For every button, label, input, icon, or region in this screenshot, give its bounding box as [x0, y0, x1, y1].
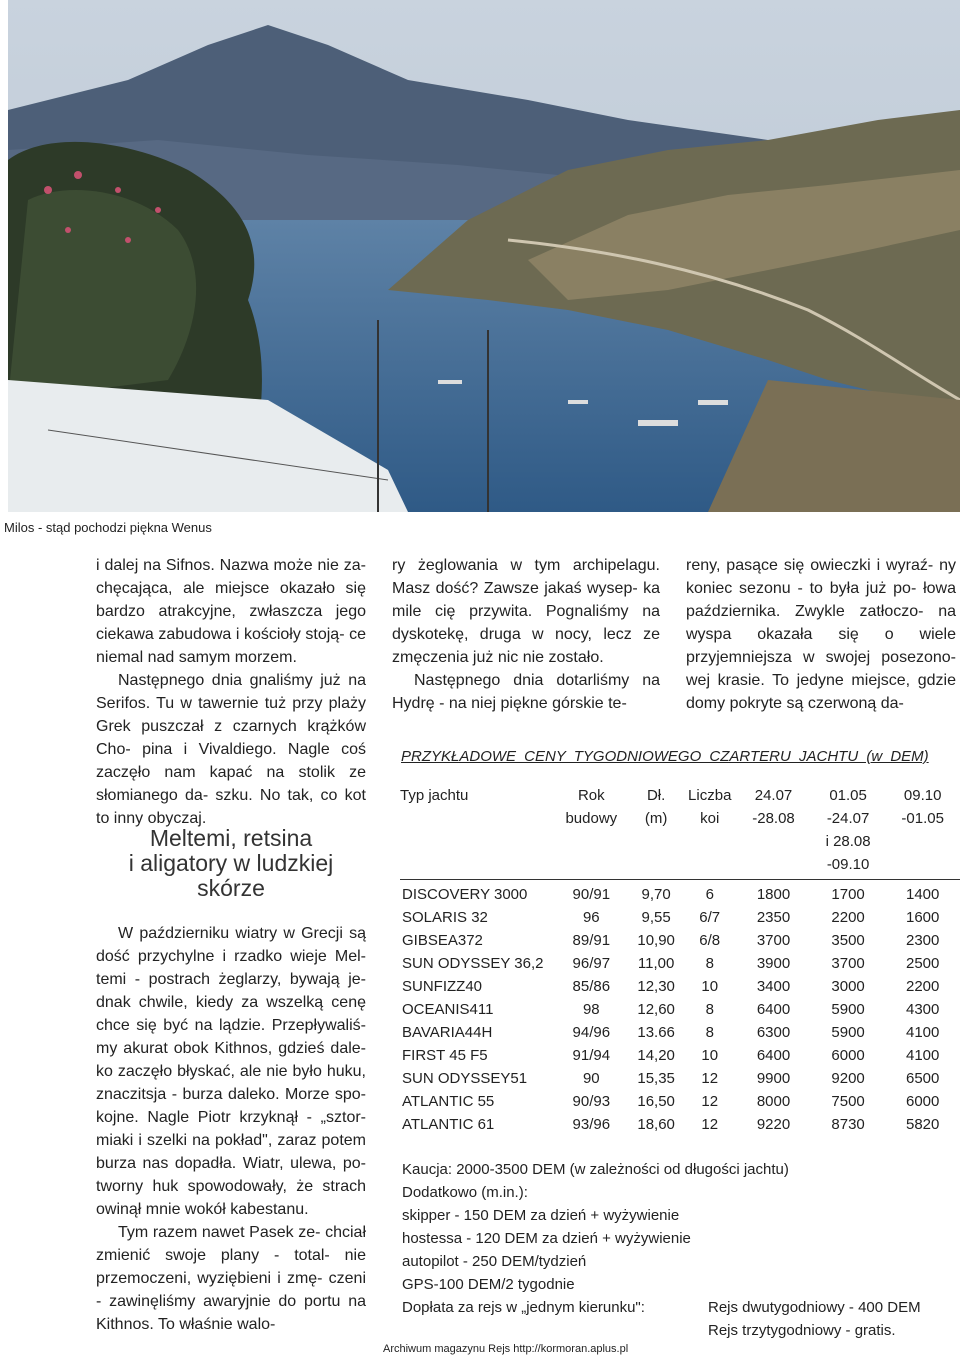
text-line: reny, pasące się owieczki i wyraź-: [686, 557, 934, 574]
table-cell: 1800: [756, 886, 791, 903]
heading-line: skórze: [197, 875, 265, 901]
note-line: hostessa - 120 DEM za dzień + wyżywienie: [402, 1230, 691, 1247]
header-cell: [885, 856, 960, 880]
table-cell: 12: [701, 1093, 719, 1110]
text-line: dość przychylne i rzadko wieje Mel-: [96, 948, 366, 965]
text-line: nam kapać na stolik ze słomianego da-: [96, 764, 366, 804]
table-cell: 85/86: [572, 978, 611, 995]
table-cell: 90: [582, 1070, 600, 1087]
paragraph: [96, 1221, 366, 1336]
table-cell: 9200: [831, 1070, 865, 1087]
text-line: Hydrę - na niej piękne górskie te-: [392, 695, 627, 712]
table-header-row: [400, 787, 960, 810]
table-cell: 1700: [831, 886, 865, 903]
header-cell: (m): [644, 810, 668, 827]
heading-line: i aligatory w ludzkiej: [128, 850, 334, 876]
price-notes: [402, 1158, 921, 1342]
table-cell: 6400: [756, 1047, 791, 1064]
table-cell: 8730: [831, 1116, 865, 1133]
table-cell: 5900: [831, 1024, 865, 1041]
note-line: Dodatkowo (m.in.):: [402, 1184, 528, 1201]
text-line: temi - postrach żeglarzy, bywają je-: [96, 971, 366, 988]
header-cell: koi: [700, 810, 720, 827]
table-cell: SOLARIS 32: [402, 909, 488, 926]
table-cell: 1600: [906, 909, 940, 926]
table-cell: ATLANTIC 55: [402, 1093, 495, 1110]
table-cell: 10: [701, 1047, 719, 1064]
text-line: portu na Kithnos. To właśnie walo-: [96, 1293, 367, 1333]
spacer: [402, 1319, 708, 1342]
table-cell: BAVARIA44H: [402, 1024, 493, 1041]
header-cell: [400, 810, 554, 833]
article-column-2: [392, 554, 660, 715]
text-line: na wyspa okazała się o wiele: [686, 603, 957, 643]
header-cell: [683, 833, 736, 856]
paragraph: [686, 554, 956, 715]
header-cell: 01.05: [829, 787, 867, 804]
table-cell: 6: [705, 886, 714, 903]
header-cell: 09.10: [903, 787, 942, 804]
text-line: łowa października. Zwykle zatłoczo-: [686, 580, 956, 620]
table-cell: 16,50: [637, 1093, 675, 1110]
text-line: miaki i szelki na pokład", zaraz potem: [96, 1132, 366, 1149]
text-line: szku. No tak, co kot to inny obyczaj.: [96, 787, 366, 827]
table-cell: 9900: [756, 1070, 791, 1087]
table-cell: 18,60: [637, 1116, 675, 1133]
table-cell: 2350: [756, 909, 791, 926]
table-cell: 3500: [831, 932, 865, 949]
table-cell: 4100: [906, 1047, 940, 1064]
bay-photo: [8, 0, 960, 512]
text-line: ciekawa zabudowa i kościoły stoją-: [96, 626, 345, 643]
table-cell: 10,90: [637, 932, 675, 949]
oneway-label: Dopłata za rejs w „jednym kierunku":: [402, 1299, 645, 1316]
table-cell: 6500: [906, 1070, 940, 1087]
table-row: [400, 978, 960, 1001]
table-cell: 8: [705, 955, 714, 972]
text-line: ry żeglowania w tym archipelagu.: [392, 557, 660, 574]
text-line: burza nas dopadła. Wiatr, ulewa, po-: [96, 1155, 366, 1172]
text-line: W październiku wiatry w Grecji są: [118, 925, 366, 942]
table-cell: 89/91: [572, 932, 611, 949]
text-line: owinął mnie wokół kabestanu.: [96, 1201, 309, 1218]
table-cell: 12,30: [637, 978, 675, 995]
table-cell: 4100: [906, 1024, 940, 1041]
text-line: Tym razem nawet Pasek ze-: [118, 1224, 321, 1241]
header-cell: 24.07: [754, 787, 793, 804]
table-cell: 2300: [906, 932, 940, 949]
table-cell: 1400: [906, 886, 940, 903]
header-cell: [885, 833, 960, 856]
table-cell: 10: [701, 978, 719, 995]
table-row: [400, 909, 960, 932]
article-column-3: [686, 554, 956, 715]
table-cell: 93/96: [572, 1116, 611, 1133]
table-cell: 12,60: [637, 1001, 675, 1018]
table-cell: 8000: [756, 1093, 791, 1110]
header-cell: [400, 856, 554, 880]
table-header-row: [400, 833, 960, 856]
table-cell: 6000: [831, 1047, 865, 1064]
table-cell: 2200: [906, 978, 940, 995]
header-cell: Rok: [577, 787, 605, 804]
table-row: [400, 1024, 960, 1047]
note-line: GPS-100 DEM/2 tygodnie: [402, 1276, 575, 1293]
table-cell: 6400: [756, 1001, 791, 1018]
text-line: bardzo atrakcyjne, zwłaszcza jego: [96, 603, 366, 620]
text-line: Serifos. Tu w tawernie tuż przy plaży: [96, 695, 366, 712]
header-cell: [736, 856, 811, 880]
text-line: Następnego dnia dotarliśmy na: [414, 672, 660, 689]
text-line: dnak chwile, kiedy za wszelką cenę: [96, 994, 366, 1011]
table-cell: 98: [582, 1001, 600, 1018]
table-cell: 12: [701, 1070, 719, 1087]
table-cell: SUN ODYSSEY 36,2: [402, 955, 544, 972]
table-cell: SUNFIZZ40: [402, 978, 483, 995]
table-header-row: [400, 810, 960, 833]
text-line: chęcająca, ale miejsce okazało się: [96, 580, 366, 597]
article-column-1-continued: [96, 922, 366, 1336]
header-cell: -24.07: [826, 810, 870, 827]
table-cell: 6/8: [699, 932, 721, 949]
text-line: przyjemniejsza w swojej posezono-: [686, 649, 956, 666]
header-cell: Dł.: [646, 787, 666, 804]
table-cell: 4300: [906, 1001, 940, 1018]
header-cell: Liczba: [688, 787, 732, 804]
text-line: znaczitsja - burza daleko. Morze spo-: [96, 1086, 366, 1103]
table-cell: 9,70: [641, 886, 671, 903]
paragraph: [96, 922, 366, 1221]
text-line: kojne. Nagle Piotr krzyknął - „sztor-: [96, 1109, 366, 1126]
text-line: Grek puszczał z czarnych krążków Cho-: [96, 718, 366, 758]
table-cell: 9220: [756, 1116, 791, 1133]
table-row: [400, 1001, 960, 1024]
table-cell: 6300: [756, 1024, 791, 1041]
table-row: [400, 955, 960, 978]
table-cell: 13.66: [637, 1024, 675, 1041]
table-cell: 3700: [831, 955, 865, 972]
header-cell: [400, 833, 554, 856]
note-line: Kaucja: 2000-3500 DEM (w zależności od długości jachtu): [402, 1161, 789, 1178]
table-cell: 96: [582, 909, 600, 926]
text-line: pina i Vivaldiego. Nagle coś zaczęło: [96, 741, 366, 781]
table-cell: 2500: [906, 955, 940, 972]
note-line: skipper - 150 DEM za dzień + wyżywienie: [402, 1207, 680, 1224]
table-cell: 3400: [756, 978, 791, 995]
table-row: [400, 886, 960, 909]
text-line: Masz dość? Zawsze jakaś wysep-: [392, 580, 638, 597]
table-row: [400, 932, 960, 955]
table-cell: 90/93: [572, 1093, 611, 1110]
table-cell: 6000: [906, 1093, 940, 1110]
table-cell: FIRST 45 F5: [402, 1047, 488, 1064]
text-line: chce się być na lądzie. Przepływaliś-: [96, 1017, 366, 1034]
text-line: tworny huk spowodowały, że strach: [96, 1178, 366, 1195]
header-cell: [683, 856, 736, 880]
table-row: [400, 1070, 960, 1093]
table-cell: 12: [701, 1116, 719, 1133]
header-cell: [629, 856, 683, 880]
table-cell: 5900: [831, 1001, 865, 1018]
text-line: chciał zmienić swoje plany - total-: [96, 1224, 366, 1264]
prices-table: [400, 787, 960, 1139]
footer-source: Archiwum magazynu Rejs http://kormoran.aplus.pl: [383, 1343, 629, 1355]
text-line: wej krasie. To jedyne miejsce, gdzie: [686, 672, 956, 689]
header-cell: -09.10: [826, 856, 870, 873]
oneway-surcharge-continued: [402, 1319, 921, 1342]
table-cell: 11,00: [637, 955, 675, 972]
table-cell: 3900: [756, 955, 791, 972]
table-cell: 94/96: [572, 1024, 611, 1041]
text-line: ka mile cię przywita. Pognaliśmy na: [392, 580, 660, 620]
table-cell: 9,55: [641, 909, 671, 926]
text-line: domy pokryte są czerwoną da-: [686, 695, 904, 712]
header-cell: [736, 833, 811, 856]
note-line: autopilot - 250 DEM/tydzień: [402, 1253, 587, 1270]
heading-line: Meltemi, retsina: [149, 825, 313, 851]
table-cell: DISCOVERY 3000: [402, 886, 528, 903]
article-column-1: [96, 554, 366, 830]
table-row: [400, 1093, 960, 1116]
header-cell: [629, 833, 683, 856]
table-cell: OCEANIS411: [402, 1001, 494, 1018]
paragraph: [96, 669, 366, 830]
header-cell: i 28.08: [825, 833, 871, 850]
table-cell: 6/7: [699, 909, 721, 926]
header-cell: [554, 856, 629, 880]
table-cell: 8: [705, 1024, 714, 1041]
table-row: [400, 1116, 960, 1139]
paragraph: [392, 554, 660, 669]
table-cell: 3700: [756, 932, 791, 949]
text-line: dyskotekę, druga w nocy, lecz ze: [392, 626, 660, 643]
table-cell: 8: [705, 1001, 714, 1018]
text-line: i dalej na Sifnos. Nazwa może nie za-: [96, 557, 366, 574]
header-cell: -01.05: [901, 810, 944, 827]
table-cell: SUN ODYSSEY51: [402, 1070, 528, 1087]
table-row: [400, 1047, 960, 1070]
text-line: nie przemoczeni, wyziębieni i zmę-: [96, 1247, 366, 1287]
table-cell: 7500: [831, 1093, 865, 1110]
photo-caption: Milos - stąd pochodzi piękna Wenus: [4, 520, 212, 535]
table-cell: 14,20: [637, 1047, 675, 1064]
paragraph: [392, 669, 660, 715]
table-cell: 91/94: [572, 1047, 611, 1064]
table-cell: ATLANTIC 61: [402, 1116, 495, 1133]
text-line: zmęczenia już nic nie zostało.: [392, 649, 604, 666]
header-cell: budowy: [565, 810, 618, 827]
text-line: ko zaczęło błyskać, ale nie było huku,: [96, 1063, 366, 1080]
header-cell: [554, 833, 629, 856]
table-cell: 5820: [906, 1116, 940, 1133]
oneway-surcharge: [402, 1296, 921, 1319]
table-cell: 15,35: [637, 1070, 675, 1087]
table-cell: 90/91: [572, 886, 611, 903]
paragraph: [96, 554, 366, 669]
oneway-two-weeks: Rejs dwutygodniowy - 400 DEM: [708, 1299, 921, 1316]
table-header-row: [400, 856, 960, 880]
text-line: my akurat obok Kithnos, gdzieś dale-: [96, 1040, 366, 1057]
header-cell: Typ jachtu: [400, 787, 469, 804]
text-line: ny koniec sezonu - to była już po-: [686, 557, 956, 597]
table-body: [400, 886, 960, 1139]
text-line: czeni - zawinęliśmy awaryjnie do: [96, 1270, 366, 1310]
prices-title: PRZYKŁADOWE CENY TYGODNIOWEGO CZARTERU JACHTU (w DEM): [401, 748, 929, 765]
oneway-three-weeks: Rejs trzytygodniowy - gratis.: [708, 1322, 896, 1339]
table-cell: GIBSEA372: [402, 932, 483, 949]
header-cell: -28.08: [752, 810, 795, 827]
table-cell: 3000: [831, 978, 865, 995]
section-heading: [96, 826, 366, 901]
text-line: Następnego dnia gnaliśmy już na: [118, 672, 366, 689]
text-line: ce niemal nad samym morzem.: [96, 626, 366, 666]
table-cell: 96/97: [572, 955, 611, 972]
table-cell: 2200: [831, 909, 865, 926]
